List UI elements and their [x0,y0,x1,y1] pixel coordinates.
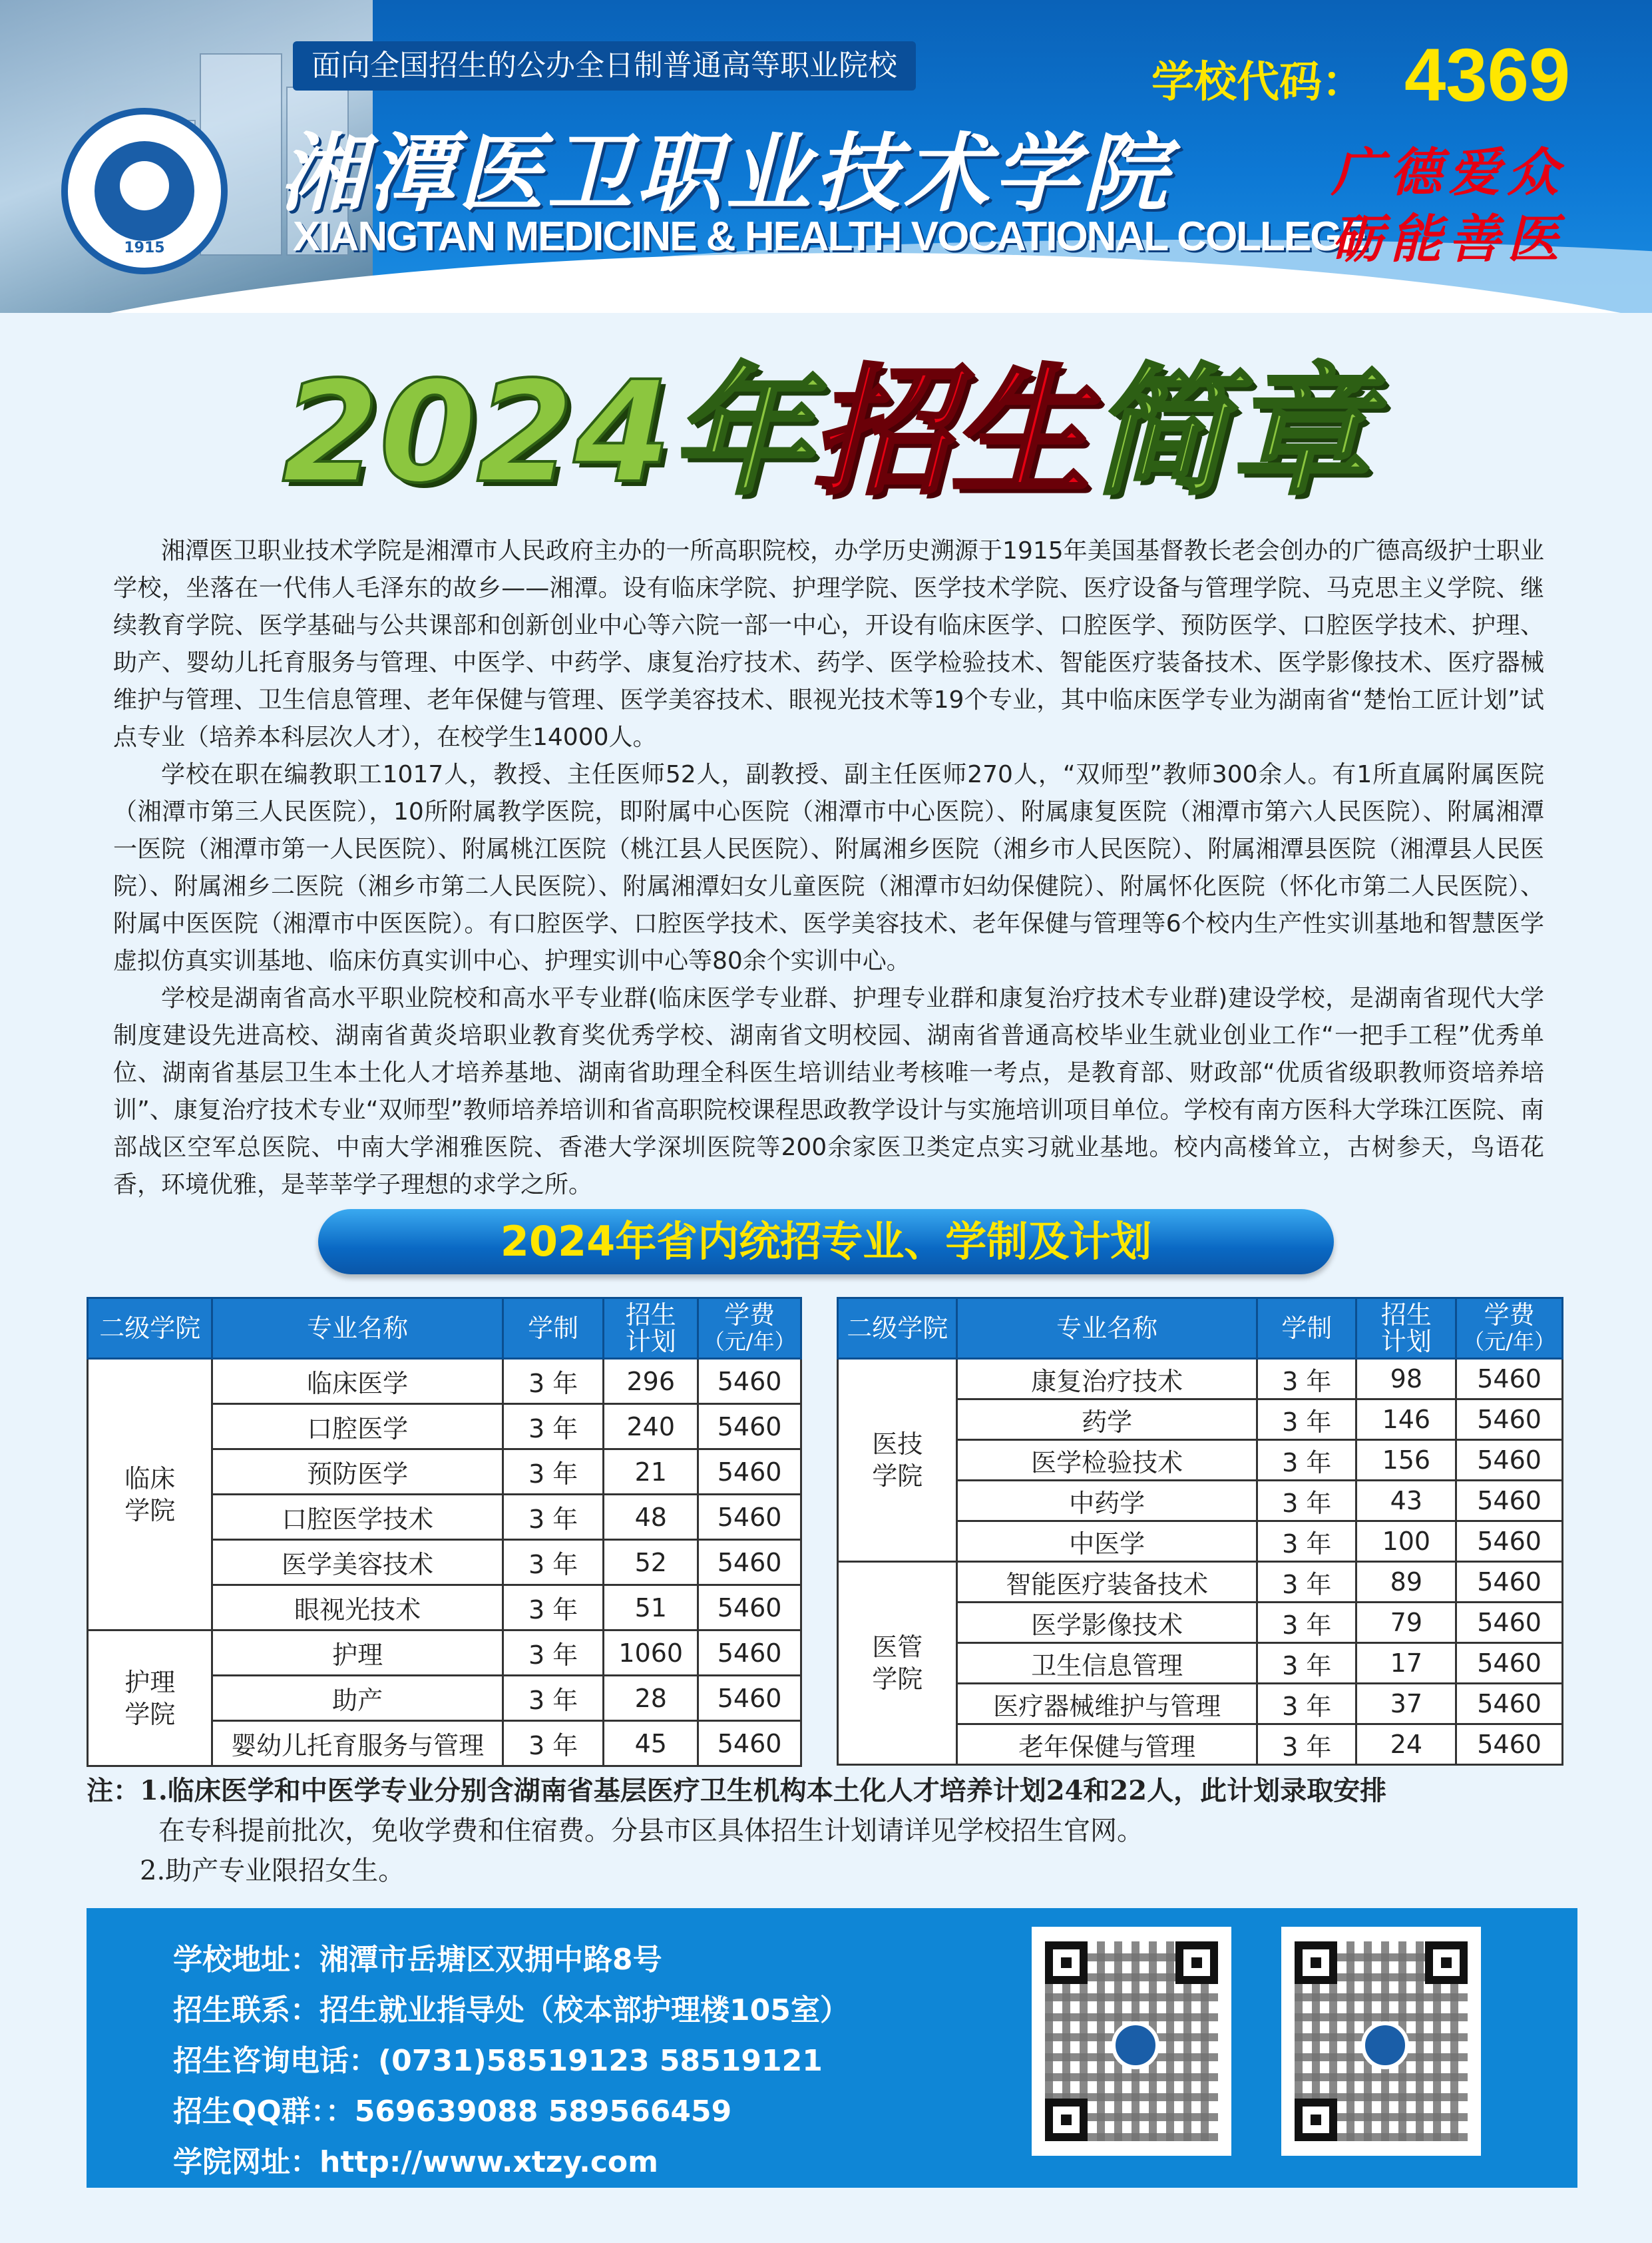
major-cell: 药学 [957,1399,1257,1440]
major-cell: 中药学 [957,1481,1257,1521]
fee-cell: 5460 [1456,1724,1563,1765]
section-title-banner: 2024年省内统招专业、学制及计划 [318,1209,1334,1274]
plan-cell: 48 [604,1495,698,1540]
contact-office: 招生联系：招生就业指导处（校本部护理楼105室） [173,1993,849,2027]
fee-cell: 5460 [698,1404,801,1449]
fee-cell: 5460 [1456,1481,1563,1521]
plan-cell: 17 [1356,1643,1456,1684]
table-header-row [88,1298,801,1359]
duration-cell: 3 年 [1257,1521,1356,1562]
intro-paragraph-2: 学校在职在编教职工1017人，教授、主任医师52人，副教授、副主任医师270人，“双师型”教师300余人。有1所直属附属医院（湘潭市第三人民医院），10所附属教学医院，即附属中心医院（湘潭市中心医院）、附属康复医院（湘潭市第六人民医院）、附属湘潭一医院（湘潭市第一人民医院）、附属桃江医院（桃江县人民医院）、附属湘乡医院（湘乡市人民医院）、附属湘潭县医院（湘潭县人民医院）、附属湘乡二医院（湘乡市第二人民医院）、附属湘潭妇女儿童医院（湘潭市妇幼保健院）、附属怀化医院（怀化市第二人民医院）、附属中医医院（湘潭市中医医院）。有口腔医学、口腔医学技术、医学美容技术、老年保健与管理等6个校内生产性实训基地和智慧医学虚拟仿真实训基地、临床仿真实训中心、护理实训中心等80余个实训中心。 [113,761,1544,975]
page-title [0,346,1652,519]
header-college: 二级学院 [838,1298,957,1359]
duration-cell: 3 年 [1257,1643,1356,1684]
header-major: 专业名称 [212,1298,503,1359]
group-medtech-college: 医技 学院 [838,1359,957,1562]
header-college: 二级学院 [88,1298,212,1359]
contact-info [173,1935,849,2188]
major-cell: 助产 [212,1676,503,1721]
fee-cell: 5460 [1456,1684,1563,1724]
fee-cell: 5460 [1456,1399,1563,1440]
major-cell: 康复治疗技术 [957,1359,1257,1399]
duration-cell: 3 年 [503,1630,604,1676]
major-cell: 老年保健与管理 [957,1724,1257,1765]
plan-cell: 100 [1356,1521,1456,1562]
duration-cell: 3 年 [503,1449,604,1495]
note-line-3: 2.助产专业限招女生。 [140,1856,405,1886]
fee-cell: 5460 [698,1449,801,1495]
plan-cell: 37 [1356,1684,1456,1724]
contact-footer [87,1908,1577,2188]
duration-cell: 3 年 [503,1404,604,1449]
plan-cell: 43 [1356,1481,1456,1521]
table-row [88,1630,801,1676]
fee-cell: 5460 [1456,1521,1563,1562]
fee-cell: 5460 [1456,1440,1563,1481]
plan-cell: 1060 [604,1630,698,1676]
fee-cell: 5460 [1456,1359,1563,1399]
table-row [838,1562,1563,1603]
plan-cell: 156 [1356,1440,1456,1481]
fee-cell: 5460 [698,1676,801,1721]
fee-cell: 5460 [698,1630,801,1676]
plan-cell: 51 [604,1585,698,1630]
qr-code-icon [1032,1927,1231,2156]
motto-line-1: 广德爱众 [1331,142,1566,203]
header-duration: 学制 [503,1298,604,1359]
plan-cell: 79 [1356,1603,1456,1643]
intro-paragraph-3: 学校是湖南省高水平职业院校和高水平专业群(临床医学专业群、护理专业群和康复治疗技术专业群)建设学校，是湖南省现代大学制度建设先进高校、湖南省黄炎培职业教育奖优秀学校、湖南省文明校园、湖南省普通高校毕业生就业创业工作“一把手工程”优秀单位、湖南省基层卫生本土化人才培养基地、湖南省助理全科医生培训结业考核唯一考点，是教育部、财政部“优质省级职教师资培养培训”、康复治疗技术专业“双师型”教师培养培训和省高职院校课程思政教学设计与实施培训项目单位。学校有南方医科大学珠江医院、南部战区空军总医院、中南大学湘雅医院、香港大学深圳医院等200余家医卫类定点实习就业基地。校内高楼耸立，古树参天，鸟语花香，环境优雅，是莘莘学子理想的求学之所。 [113,985,1544,1198]
major-cell: 智能医疗装备技术 [957,1562,1257,1603]
duration-cell: 3 年 [1257,1359,1356,1399]
fee-cell: 5460 [698,1359,801,1404]
duration-cell: 3 年 [1257,1481,1356,1521]
plan-cell: 52 [604,1540,698,1585]
header-banner [0,0,1652,313]
qr-code-icon [1281,1927,1481,2156]
fee-cell: 5460 [698,1495,801,1540]
note-line-2: 在专科提前批次，免收学费和住宿费。分县市区具体招生计划请详见学校招生官网。 [158,1816,1143,1846]
table-row [88,1359,801,1404]
group-medmgmt-college: 医管 学院 [838,1562,957,1765]
duration-cell: 3 年 [1257,1399,1356,1440]
header-tagline: 面向全国招生的公办全日制普通高等职业院校 [293,41,916,91]
title-recruit: 招生 [811,351,1091,514]
fee-cell: 5460 [698,1585,801,1630]
duration-cell: 3 年 [503,1676,604,1721]
contact-phone: 招生咨询电话：(0731)58519123 58519121 [173,2044,823,2078]
plan-cell: 89 [1356,1562,1456,1603]
school-code: 4369 [1404,33,1571,117]
major-cell: 医学检验技术 [957,1440,1257,1481]
major-cell: 医疗器械维护与管理 [957,1684,1257,1724]
title-year: 2024年 [282,351,811,514]
major-cell: 婴幼儿托育服务与管理 [212,1721,503,1766]
college-name-en: XIANGTAN MEDICINE & HEALTH VOCATIONAL COLLEGE [293,214,1367,260]
duration-cell: 3 年 [1257,1724,1356,1765]
intro-paragraph-1: 湘潭医卫职业技术学院是湘潭市人民政府主办的一所高职院校，办学历史溯源于1915年美国基督教长老会创办的广德高级护士职业学校，坐落在一代伟人毛泽东的故乡——湘潭。设有临床学院、护理学院、医学技术学院、医疗设备与管理学院、马克思主义学院、继续教育学院、医学基础与公共课部和创新创业中心等六院一部一中心，开设有临床医学、口腔医学、预防医学、口腔医学技术、护理、助产、婴幼儿托育服务与管理、中医学、中药学、康复治疗技术、药学、医学检验技术、智能医疗装备技术、医学影像技术、医疗器械维护与管理、卫生信息管理、老年保健与管理、医学美容技术、眼视光技术等19个专业，其中临床医学专业为湖南省“楚怡工匠计划”试点专业（培养本科层次人才），在校学生14000人。 [113,537,1544,751]
plan-cell: 28 [604,1676,698,1721]
major-cell: 中医学 [957,1521,1257,1562]
group-clinical-college: 临床 学院 [88,1359,212,1630]
plan-cell: 21 [604,1449,698,1495]
header-plan: 招生 计划 [604,1298,698,1359]
group-nursing-college: 护理 学院 [88,1630,212,1766]
major-cell: 临床医学 [212,1359,503,1404]
college-motto [1331,140,1565,273]
duration-cell: 3 年 [503,1540,604,1585]
college-name-cn: 湘潭医卫职业技术学院 [280,124,1172,224]
table-header-row [838,1298,1563,1359]
duration-cell: 3 年 [1257,1603,1356,1643]
major-cell: 眼视光技术 [212,1585,503,1630]
note-line-1: 注：1.临床医学和中医学专业分别含湖南省基层医疗卫生机构本土化人才培养计划24和22人，此计划录取安排 [87,1775,1387,1806]
fee-cell: 5460 [1456,1562,1563,1603]
major-cell: 口腔医学技术 [212,1495,503,1540]
duration-cell: 3 年 [503,1721,604,1766]
major-cell: 医学影像技术 [957,1603,1257,1643]
enrollment-table-left [87,1297,802,1767]
school-code-label: 学校代码： [1151,58,1364,107]
header-major: 专业名称 [957,1298,1257,1359]
duration-cell: 3 年 [503,1585,604,1630]
college-logo-icon [61,108,228,274]
logo-year: 1915 [124,240,165,256]
duration-cell: 3 年 [1257,1440,1356,1481]
contact-address: 学校地址：湘潭市岳塘区双拥中路8号 [173,1943,662,1977]
plan-cell: 296 [604,1359,698,1404]
duration-cell: 3 年 [1257,1562,1356,1603]
duration-cell: 3 年 [1257,1684,1356,1724]
plan-cell: 98 [1356,1359,1456,1399]
duration-cell: 3 年 [503,1495,604,1540]
major-cell: 预防医学 [212,1449,503,1495]
header-plan: 招生 计划 [1356,1298,1456,1359]
fee-cell: 5460 [698,1540,801,1585]
contact-website[interactable]: 学院网址：http://www.xtzy.com [173,2145,659,2179]
plan-cell: 24 [1356,1724,1456,1765]
major-cell: 卫生信息管理 [957,1643,1257,1684]
motto-line-2: 砺能善医 [1331,209,1566,270]
plan-cell: 240 [604,1404,698,1449]
fee-cell: 5460 [1456,1643,1563,1684]
major-cell: 护理 [212,1630,503,1676]
major-cell: 口腔医学 [212,1404,503,1449]
duration-cell: 3 年 [503,1359,604,1404]
header-duration: 学制 [1257,1298,1356,1359]
major-cell: 医学美容技术 [212,1540,503,1585]
plan-cell: 45 [604,1721,698,1766]
intro-text [113,533,1544,1204]
notes-section [87,1771,1591,1891]
enrollment-table-right [837,1297,1563,1766]
title-brochure: 简章 [1090,351,1370,514]
fee-cell: 5460 [698,1721,801,1766]
table-row [838,1359,1563,1399]
plan-cell: 146 [1356,1399,1456,1440]
header-fee: 学费 （元/年） [1456,1298,1563,1359]
header-fee: 学费 （元/年） [698,1298,801,1359]
contact-qq: 招生QQ群：：569639088 589566459 [173,2095,732,2128]
fee-cell: 5460 [1456,1603,1563,1643]
